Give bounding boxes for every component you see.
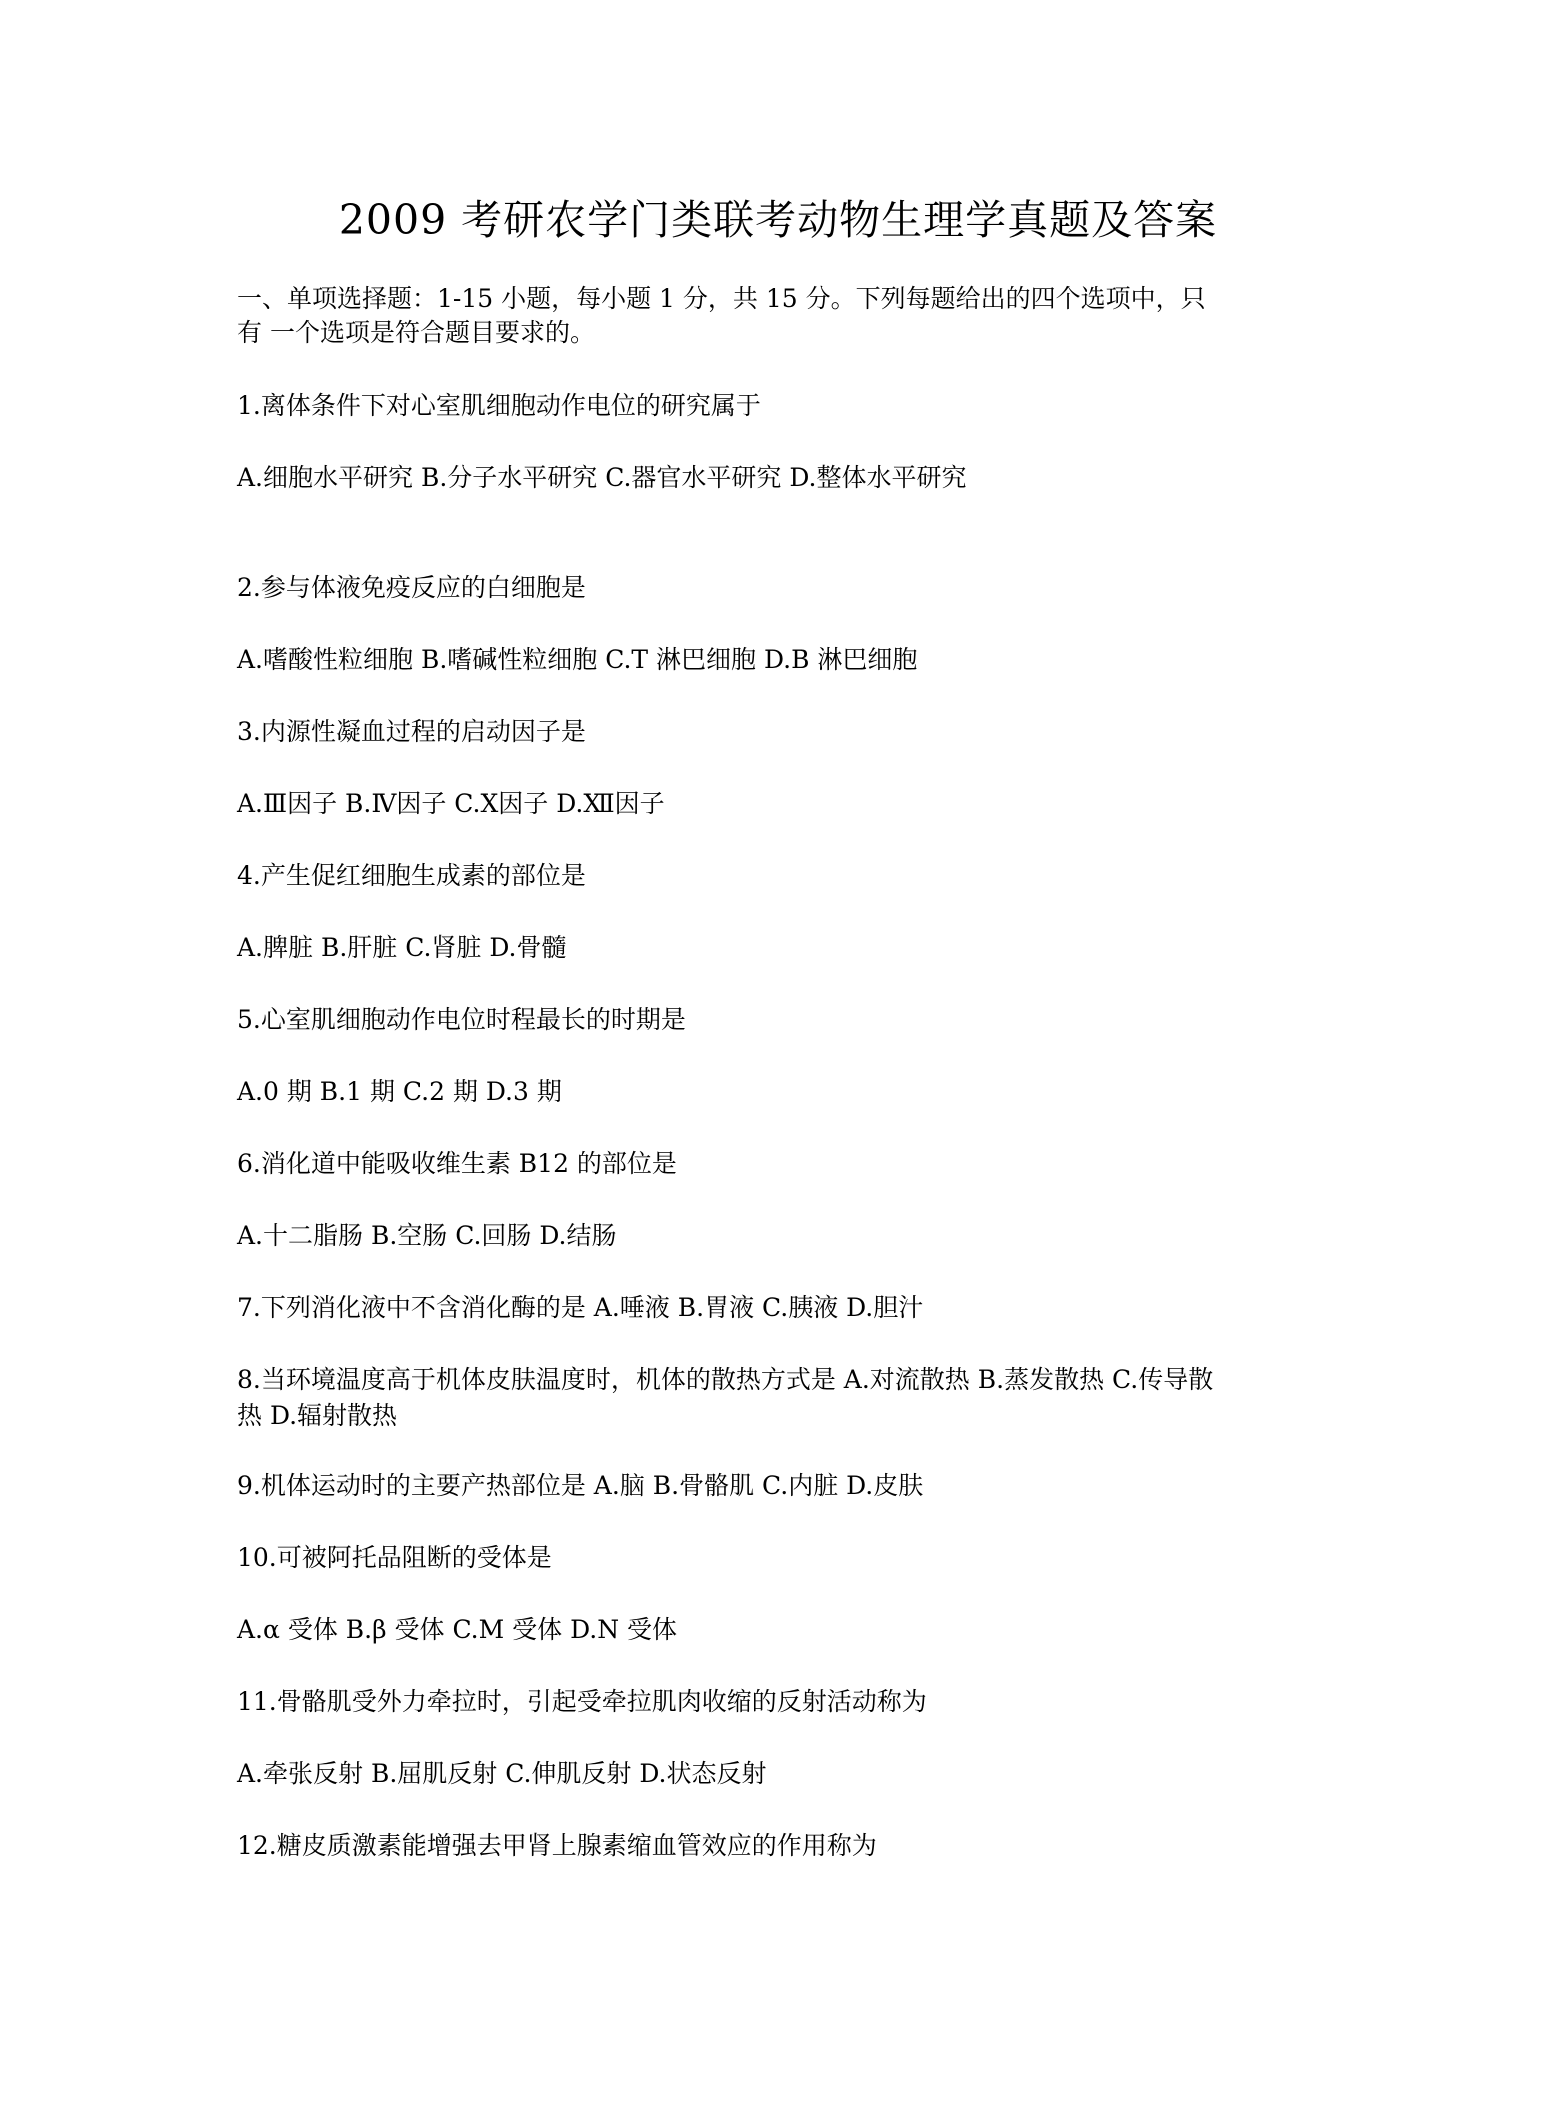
question-4: 4.产生促红细胞生成素的部位是 <box>237 861 586 890</box>
question-10-options: A.α 受体 B.β 受体 C.M 受体 D.N 受体 <box>237 1615 678 1644</box>
question-2-options: A.嗜酸性粒细胞 B.嗜碱性粒细胞 C.T 淋巴细胞 D.B 淋巴细胞 <box>237 645 918 674</box>
page-title: 2009 考研农学门类联考动物生理学真题及答案 <box>338 196 1218 244</box>
question-8-line-2: 热 D.辐射散热 <box>237 1401 398 1430</box>
question-1-options: A.细胞水平研究 B.分子水平研究 C.器官水平研究 D.整体水平研究 <box>237 463 967 492</box>
instructions-line-1: 一、单项选择题：1-15 小题，每小题 1 分，共 15 分。下列每题给出的四个选项中，只 <box>237 284 1206 313</box>
question-9: 9.机体运动时的主要产热部位是 A.脑 B.骨骼肌 C.内脏 D.皮肤 <box>237 1471 924 1500</box>
question-10: 10.可被阿托品阻断的受体是 <box>237 1543 552 1572</box>
question-11: 11.骨骼肌受外力牵拉时，引起受牵拉肌肉收缩的反射活动称为 <box>237 1687 927 1716</box>
question-8-line-1: 8.当环境温度高于机体皮肤温度时，机体的散热方式是 A.对流散热 B.蒸发散热 C.传导散 <box>237 1365 1214 1394</box>
question-3: 3.内源性凝血过程的启动因子是 <box>237 717 586 746</box>
question-5-options: A.0 期 B.1 期 C.2 期 D.3 期 <box>237 1077 562 1106</box>
question-3-options: A.Ⅲ因子 B.Ⅳ因子 C.Ⅹ因子 D.Ⅻ因子 <box>237 789 665 818</box>
question-1: 1.离体条件下对心室肌细胞动作电位的研究属于 <box>237 391 761 420</box>
question-7: 7.下列消化液中不含消化酶的是 A.唾液 B.胃液 C.胰液 D.胆汁 <box>237 1293 924 1322</box>
question-11-options: A.牵张反射 B.屈肌反射 C.伸肌反射 D.状态反射 <box>237 1759 767 1788</box>
question-5: 5.心室肌细胞动作电位时程最长的时期是 <box>237 1005 686 1034</box>
question-6: 6.消化道中能吸收维生素 B12 的部位是 <box>237 1149 677 1178</box>
question-4-options: A.脾脏 B.肝脏 C.肾脏 D.骨髓 <box>237 933 567 962</box>
question-2: 2.参与体液免疫反应的白细胞是 <box>237 573 586 602</box>
question-6-options: A.十二脂肠 B.空肠 C.回肠 D.结肠 <box>237 1221 617 1250</box>
instructions-line-2: 有 一个选项是符合题目要求的。 <box>237 318 595 347</box>
question-12: 12.糖皮质激素能增强去甲肾上腺素缩血管效应的作用称为 <box>237 1831 877 1860</box>
